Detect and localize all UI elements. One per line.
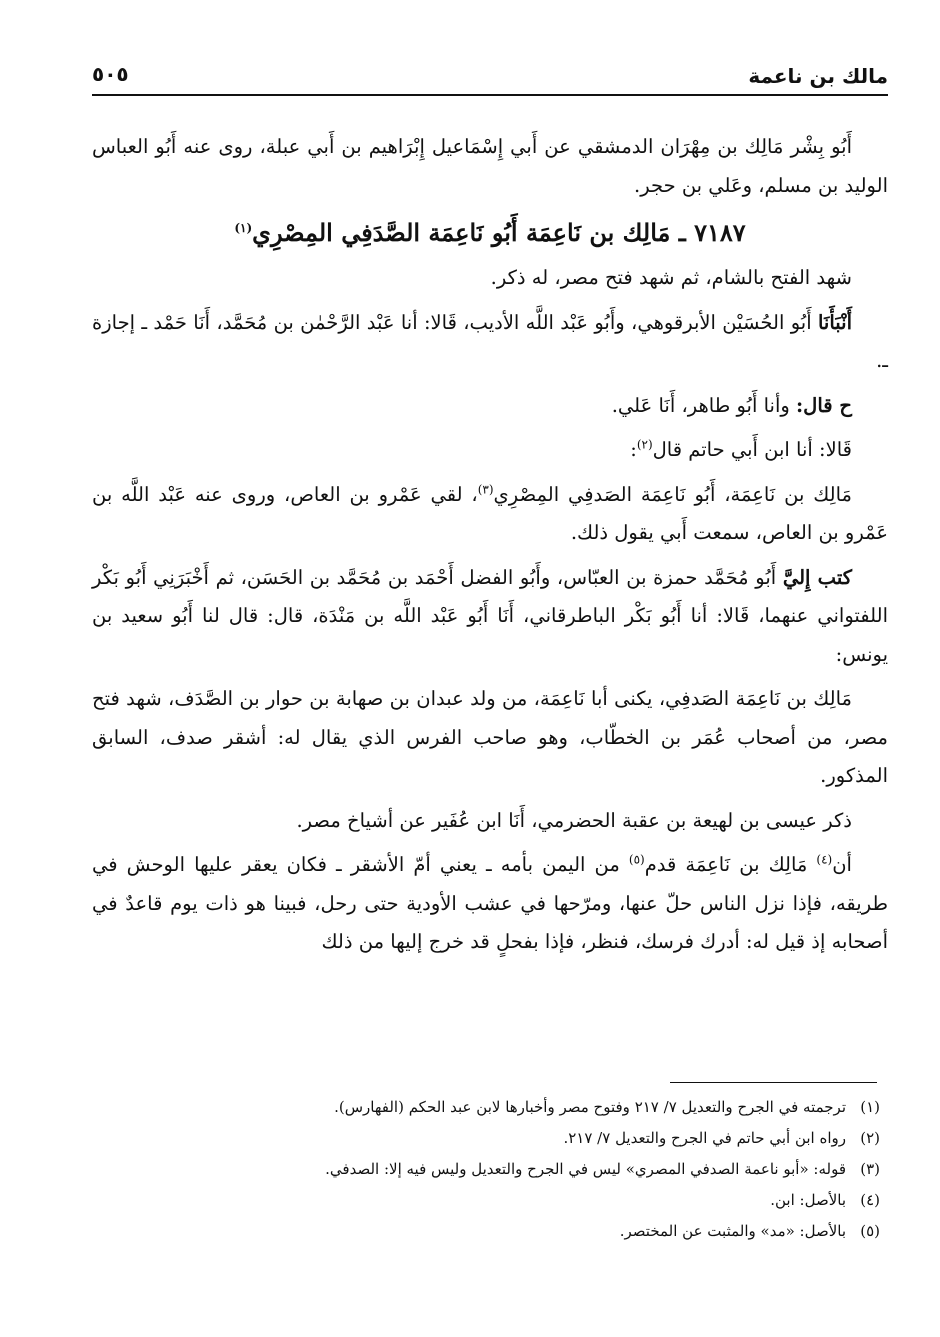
paragraph-8: مَالِك بن نَاعِمَة الصَدفِي، يكنى أبا نَاعِمَة، من ولد عبدان بن صهابة بن حوار بن الصَّدَف، شهد فتح مصر، من أصحاب عُمَر بن الخطّاب، وهو صاحب الفرس الذي يقال له: أشقر صدف، السابق المذكور. [92,687,888,787]
page-number: ٥٠٥ [92,62,129,86]
paragraph-10 [92,846,888,962]
footnote-divider [670,1082,877,1083]
footnote-number: (١) [860,1098,880,1116]
paragraph-10-text-b: مَالِك بن نَاعِمَة قدم [644,853,817,876]
paragraph-6 [92,476,888,553]
footnote-4 [150,1185,880,1216]
paragraph-3-lead: أَنْبَأَنَا [817,310,852,334]
paragraph-10-text-c: من اليمن بأمه ـ يعني أمّ الأشقر ـ فكان يعقر عليها الوحش في طريقه، فإذا نزل الناس حلّ عنها، ومرّحها في عشب الأودية حتى رحل، فبينا هو ذات يوم قاعدٌ في أصحابه إذ قيل له: أدرك فرسك، فنظر، فإذا بفحلٍ قد خرج إليها من ذلك [92,853,888,953]
footnote-1 [150,1092,880,1123]
paragraph-10-footnote-ref-a: (٤) [816,852,833,867]
footnote-text: قوله: «أبو ناعمة الصدفي المصري» ليس في الجرح والتعديل وليس فيه إلا: الصدفي. [325,1160,846,1178]
paragraph-6-footnote-ref: (٣) [477,482,494,496]
footnote-5 [150,1216,880,1247]
paragraph-3 [92,304,888,381]
page-header [92,60,888,96]
paragraph-7 [92,559,888,675]
footnote-text: رواه ابن أبي حاتم في الجرح والتعديل ٧/ ٢١٧. [563,1129,846,1147]
footnote-text: بالأصل: ابن. [770,1191,846,1209]
footnote-text: ترجمته في الجرح والتعديل ٧/ ٢١٧ وفتوح مصر وأخبارها لابن عبد الحكم (الفهارس). [334,1098,846,1116]
footnote-number: (٣) [860,1160,880,1178]
paragraph-5-text-a: قَالا: أنا ابن أَبي حاتم قال [652,438,852,461]
footnote-3 [150,1154,880,1185]
footnote-text: بالأصل: «مد» والمثبت عن المختصر. [619,1222,846,1240]
paragraph-10-footnote-ref-b: (٥) [628,852,645,867]
footnote-number: (٥) [860,1222,880,1240]
paragraph-4-lead: ح قال: [795,393,852,417]
paragraph-2: شهد الفتح بالشام، ثم شهد فتح مصر، له ذكر. [490,266,852,289]
paragraph-4-text: وأنا أَبُو طاهر، أَنَا عَلي. [611,393,790,417]
paragraph-4 [92,387,888,426]
running-title: مالك بن ناعمة [748,64,888,88]
paragraph-5-footnote-ref: (٢) [636,437,653,452]
paragraph-10-text-a: أن [832,853,852,876]
paragraph-6-text-a: مَالِك بن نَاعِمَة، أَبُو نَاعِمَة الصَدفِي المِصْرِي [493,482,852,506]
paragraph-5-text-b: : [630,438,637,461]
paragraph-7-lead: كتب إِليَّ [782,565,853,589]
paragraph-3-text: أَبُو الحُسَيْن الأبرقوهي، وأَبُو عَبْد اللَّه الأديب، قَالا: أنا عَبْد الرَّحْمٰن بن مُحَمَّد، أَنَا حَمْد ـ إجازة ـ. [92,310,888,372]
paragraph-5 [92,431,888,470]
footnote-2 [150,1123,880,1154]
entry-title-text: ٧١٨٧ ـ مَالِك بن نَاعِمَة أَبُو نَاعِمَة الصَّدَفِي المِصْرِي [252,218,746,247]
footnote-number: (٤) [860,1191,880,1209]
main-text [92,128,888,968]
paragraph-1: أَبُو بِشْر مَالِك بن مِهْرَان الدمشقي عن أَبي إِسْمَاعيل إِبْرَاهيم بن أَبي عبلة، روى عنه أَبُو العباس الوليد بن مسلم، وعَلي بن حجر. [92,135,888,197]
paragraph-7-text: أَبُو مُحَمَّد حمزة بن العبّاس، وأَبُو الفضل أَحْمَد بن مُحَمَّد بن الحَسَن، ثم أَخْبَرَنِي أَبُو بَكْر اللفتواني عنهما، قَالا: أنا أَبُو بَكْر الباطرقاني، أَنَا أَبُو عَبْد اللَّه بن مَنْدَة، قال: قال لنا أَبُو سعيد بن يونس: [92,565,888,666]
footnote-number: (٢) [860,1129,880,1147]
footnotes [150,1092,880,1247]
paragraph-9: ذكر عيسى بن لهيعة بن عقبة الحضرمي، أَنَا ابن عُفَير عن أشياخ مصر. [296,808,852,832]
entry-title-footnote-ref: (١) [234,221,253,235]
entry-title [92,211,888,255]
paragraph-6-text-b: ، لقي عَمْرو بن العاص، وروى عنه عَبْد اللَّه بن عَمْرو بن العاص، سمعت أَبي يقول ذلك. [92,482,888,544]
